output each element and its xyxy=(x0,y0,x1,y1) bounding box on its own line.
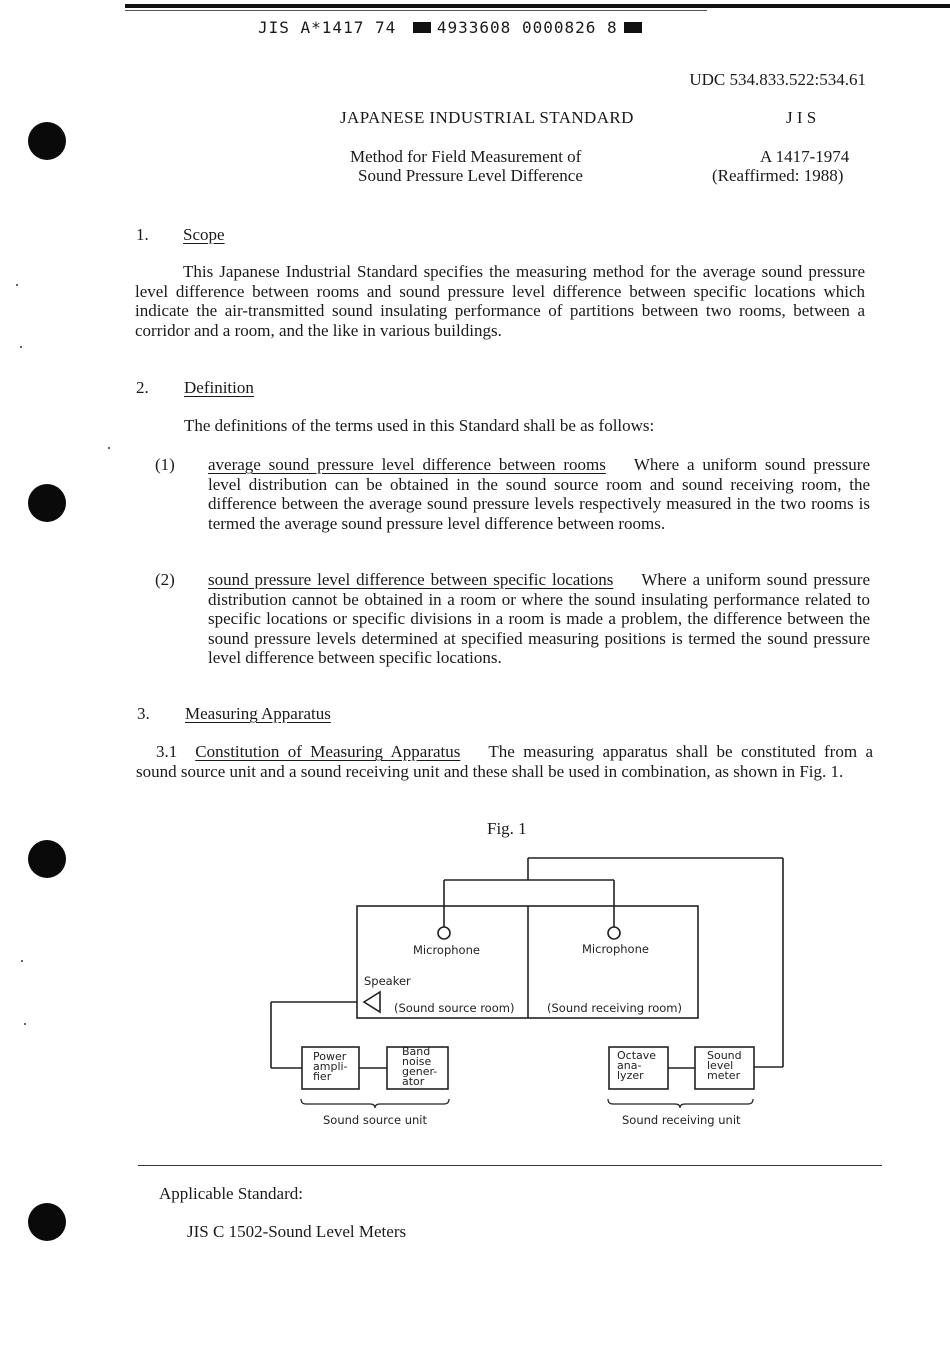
power-amp-line-1: Power xyxy=(313,1050,347,1063)
band-noise-line-2: noise xyxy=(402,1055,432,1068)
definition-2-number: (2) xyxy=(155,570,175,589)
figure-caption: Fig. 1 xyxy=(487,819,527,838)
slm-line-2: level xyxy=(707,1059,734,1072)
reaffirmed-date: (Reaffirmed: 1988) xyxy=(712,166,844,185)
band-noise-line-3: gener- xyxy=(402,1065,438,1078)
receiving-unit-brace xyxy=(608,1099,753,1108)
section-3-title: Measuring Apparatus xyxy=(185,704,331,723)
receiving-room-label: (Sound receiving room) xyxy=(547,1001,682,1015)
definition-1-term: average sound pressure level difference between rooms xyxy=(208,455,606,474)
source-unit-brace xyxy=(301,1099,449,1108)
power-amp-line-2: ampli- xyxy=(313,1060,348,1073)
applicable-standard-label: Applicable Standard: xyxy=(159,1184,303,1203)
code-text: JIS A*1417 74 xyxy=(258,18,397,37)
slm-line-1: Sound xyxy=(707,1049,742,1062)
standard-number: A 1417-1974 xyxy=(760,147,850,166)
subsection-3-1-text: The measuring apparatus shall be constituted from a sound source unit and a sound receiving unit and these shall be used in combination, as shown in Fig. 1. xyxy=(136,742,873,781)
microphone-left-icon xyxy=(438,927,450,939)
octave-line-3: lyzer xyxy=(617,1069,644,1082)
octave-line-1: Octave xyxy=(617,1049,657,1062)
section-1-number: 1. xyxy=(136,225,149,244)
source-room-label: (Sound source room) xyxy=(394,1001,515,1015)
octave-line-2: ana- xyxy=(617,1059,642,1072)
definition-2-text: Where a uniform sound pressure distribution cannot be obtained in a room or where the sound insulating performance related to specific locations or specific divisions in a room is made a problem, the difference between the sound pressure levels determined at specified measuring positions is termed the sound pressure level difference between specific locations. xyxy=(208,570,870,667)
section-3-number: 3. xyxy=(137,704,150,723)
section-1-title: Scope xyxy=(183,225,225,244)
udc-number: UDC 534.833.522:534.61 xyxy=(689,70,866,89)
power-amp-line-3: fier xyxy=(313,1070,332,1083)
code-numbers: 4933608 0000826 8 xyxy=(436,18,618,37)
section-2-title: Definition xyxy=(184,378,254,397)
footer-separator xyxy=(138,1165,882,1166)
source-unit-label: Sound source unit xyxy=(323,1113,427,1127)
subsection-3-1-title: Constitution of Measuring Apparatus xyxy=(195,742,461,761)
definition-2-term: sound pressure level difference between specific locations xyxy=(208,570,614,589)
definition-1-text: Where a uniform sound pressure level distribution can be obtained in the sound source room and sound receiving room, the difference between the average sound pressure levels respectively measured in the two rooms is termed the average sound pressure level difference between rooms. xyxy=(208,455,871,533)
microphone-left-label: Microphone xyxy=(413,943,480,957)
slm-line-3: meter xyxy=(707,1069,741,1082)
speaker-label: Speaker xyxy=(364,974,411,988)
title-line-2: Sound Pressure Level Difference xyxy=(358,166,583,185)
receiving-unit-label: Sound receiving unit xyxy=(622,1113,741,1127)
definition-intro: The definitions of the terms used in this Standard shall be as follows: xyxy=(184,416,655,435)
microphone-right-label: Microphone xyxy=(582,942,649,956)
band-noise-line-4: ator xyxy=(402,1075,425,1088)
speaker-icon xyxy=(364,992,380,1012)
definition-1-number: (1) xyxy=(155,455,175,474)
section-2-number: 2. xyxy=(136,378,149,397)
subsection-3-1-number: 3.1 xyxy=(156,742,178,761)
band-noise-line-1: Band xyxy=(402,1045,431,1058)
applicable-standard-item: JIS C 1502-Sound Level Meters xyxy=(187,1222,407,1241)
title-line-1: Method for Field Measurement of xyxy=(350,147,582,166)
microphone-right-icon xyxy=(608,927,620,939)
organization-title: JAPANESE INDUSTRIAL STANDARD xyxy=(340,108,634,127)
scope-paragraph: This Japanese Industrial Standard specifies the measuring method for the average sound pressure level difference between rooms and sound pressure level difference between specific locations which indicate the air-transmitted sound insulating performance of partitions between two rooms, between a corridor and a room, and the like in various buildings. xyxy=(135,262,865,340)
jis-label: J I S xyxy=(786,108,817,127)
